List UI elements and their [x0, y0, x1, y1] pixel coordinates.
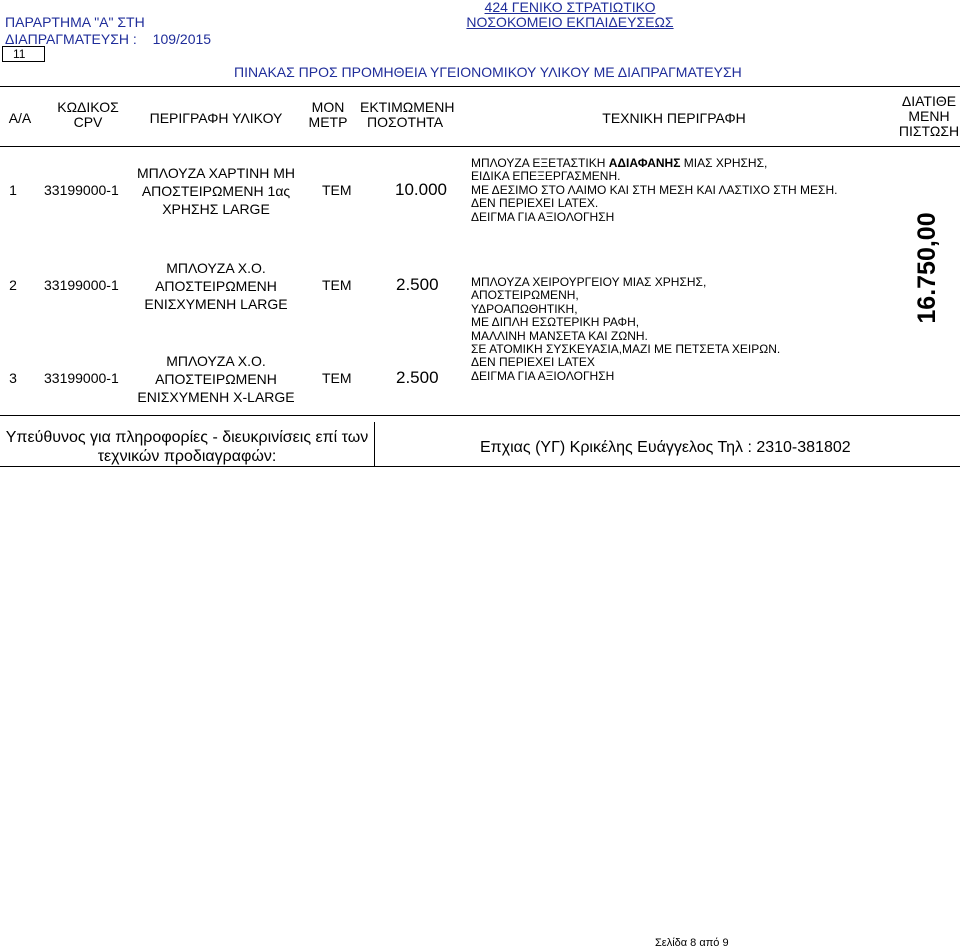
page-number-box: 11	[2, 46, 45, 62]
table-subtitle: ΠΙΝΑΚΑΣ ΠΡΟΣ ΠΡΟΜΗΘΕΙΑ ΥΓΕΙΟΝΟΜΙΚΟΥ ΥΛΙΚΟΥ ΜΕ ΔΙΑΠΡΑΓΜΑΤΕΥΣΗ	[234, 64, 742, 80]
row1-cpv: 33199000-1	[44, 182, 119, 198]
col-header-credit: ΔΙΑΤΙΘΕ ΜΕΝΗ ΠΙΣΤΩΣΗ	[898, 93, 960, 139]
col-header-description: ΠΕΡΙΓΡΑΦΗ ΥΛΙΚΟΥ	[149, 109, 283, 126]
col-header-unit: ΜΟΝ ΜΕΤΡ	[308, 99, 348, 130]
row3-cpv: 33199000-1	[44, 370, 119, 386]
hospital-name-line2: ΝΟΣΟΚΟΜΕΙΟ ΕΚΠΑΙΔΕΥΣΕΩΣ	[466, 14, 674, 30]
row2-unit: ΤΕΜ	[322, 277, 352, 293]
col-header-quantity: ΕΚΤΙΜΩΜΕΝΗ ΠΟΣΟΤΗΤΑ	[360, 99, 455, 130]
row2-quantity: 2.500	[396, 275, 439, 294]
row3-quantity: 2.500	[396, 368, 439, 387]
header-bottom-rule	[0, 146, 960, 147]
page-footer-number: Σελίδα 8 από 9	[655, 937, 729, 949]
header-top-rule	[0, 86, 960, 87]
row3-unit: ΤΕΜ	[322, 370, 352, 386]
contact-info: Επχιας (ΥΓ) Κρικέλης Ευάγγελος Τηλ : 2310-381802	[480, 439, 851, 456]
footer-bottom-rule	[0, 466, 960, 467]
credit-amount: 16.750,00	[913, 212, 941, 324]
tech-description-1: ΜΠΛΟΥΖΑ ΕΞΕΤΑΣΤΙΚΗ ΑΔΙΑΦΑΝΗΣ ΜΙΑΣ ΧΡΗΣΗΣ, ΕΙΔΙΚΑ ΕΠΕΞΕΡΓΑΣΜΕΝΗ. ΜΕ ΔΕΣΙΜΟ ΣΤΟ ΛΑΙΜΟ ΚΑΙ ΣΤΗ ΜΕΣΗ ΚΑΙ ΛΑΣΤΙΧΟ ΣΤΗ ΜΕΣΗ. ΔΕΝ ΠΕΡΙΕΧΕΙ LATEX. ΔΕΙΓΜΑ ΓΙΑ ΑΞΙΟΛΟΓΗΣΗ	[471, 156, 838, 224]
col-header-cpv: ΚΩΔΙΚΟΣ CPV	[57, 99, 119, 130]
col-header-aa: Α/Α	[8, 109, 32, 126]
negotiation-number: 109/2015	[152, 31, 212, 47]
tech-description-2: ΜΠΛΟΥΖΑ ΧΕΙΡΟΥΡΓΕΙΟΥ ΜΙΑΣ ΧΡΗΣΗΣ, ΑΠΟΣΤΕΙΡΩΜΕΝΗ, ΥΔΡΟΑΠΩΘΗΤΙΚΗ, ΜΕ ΔΙΠΛΗ ΕΣΩΤΕΡΙΚΗ ΡΑΦΗ, ΜΑΛΛΙΝΗ ΜΑΝΣΕΤΑ ΚΑΙ ΖΩΝΗ. ΣΕ ΑΤΟΜΙΚΗ ΣΥΣΚΕΥΑΣΙΑ,ΜΑΖΙ ΜΕ ΠΕΤΣΕΤΑ ΧΕΙΡΩΝ. ΔΕΝ ΠΕΡΙΕΧΕΙ LATEX ΔΕΙΓΜΑ ΓΙΑ ΑΞΙΟΛΟΓΗΣΗ	[471, 275, 781, 383]
table-bottom-rule	[0, 415, 960, 416]
negotiation-label: ΔΙΑΠΡΑΓΜΑΤΕΥΣΗ :	[5, 31, 137, 47]
row1-aa: 1	[9, 182, 17, 198]
row2-cpv: 33199000-1	[44, 277, 119, 293]
row1-quantity: 10.000	[395, 180, 447, 199]
row3-description: ΜΠΛΟΥΖΑ Χ.Ο. ΑΠΟΣΤΕΙΡΩΜΕΝΗ ΕΝΙΣΧΥΜΕΝΗ X-LARGE	[137, 353, 295, 405]
col-header-tech: ΤΕΧΝΙΚΗ ΠΕΡΙΓΡΑΦΗ	[602, 109, 746, 126]
footer-divider	[374, 422, 375, 466]
row1-description: ΜΠΛΟΥΖΑ ΧΑΡΤΙΝΗ ΜΗ ΑΠΟΣΤΕΙΡΩΜΕΝΗ 1ας ΧΡΗΣΗΣ LARGE	[137, 165, 295, 217]
responsible-label: Υπεύθυνος για πληροφορίες - διευκρινίσεις επί των τεχνικών προδιαγραφών:	[5, 429, 369, 465]
row3-aa: 3	[9, 370, 17, 386]
negotiation-ref	[5, 31, 211, 47]
row2-aa: 2	[9, 277, 17, 293]
annex-title: ΠΑΡΑΡΤΗΜΑ "Α" ΣΤΗ	[5, 14, 145, 30]
hospital-name-line1: 424 ΓΕΝΙΚΟ ΣΤΡΑΤΙΩΤΙΚΟ	[484, 0, 656, 15]
row1-unit: ΤΕΜ	[322, 182, 352, 198]
row2-description: ΜΠΛΟΥΖΑ Χ.Ο. ΑΠΟΣΤΕΙΡΩΜΕΝΗ ΕΝΙΣΧΥΜΕΝΗ LARGE	[144, 260, 288, 312]
